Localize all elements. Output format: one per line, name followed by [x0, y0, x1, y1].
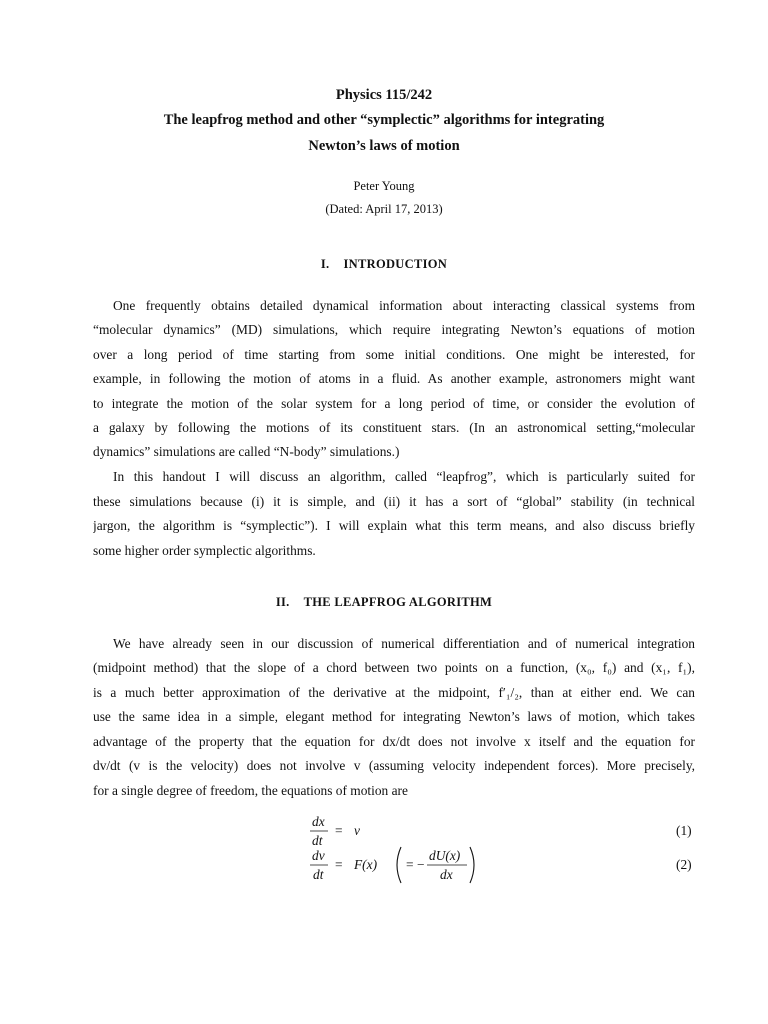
text-line: “molecular dynamics” (MD) simulations, which require integrating Newton’s equations of motion	[93, 322, 695, 337]
author: Peter Young	[353, 179, 415, 193]
text-line: use the same idea in a simple, elegant method for integrating Newton’s laws of motion, which takes	[93, 709, 695, 724]
equation-number-2: (2)	[676, 857, 692, 872]
text-line: over a long period of time starting from some initial conditions. One might be interested, for	[93, 347, 695, 362]
course-title: Physics 115/242	[335, 87, 433, 103]
section-title: THE LEAPFROG ALGORITHM	[303, 595, 493, 609]
section-number: II.	[275, 595, 290, 609]
equation-number-1: (1)	[676, 823, 692, 838]
text-line: We have already seen in our discussion of numerical differentiation and of numerical integration	[113, 636, 695, 651]
text-line: a galaxy by following the motions of its constituent stars. (In an astronomical setting,“molecular	[93, 420, 695, 435]
eq2-rhs: F(x)	[354, 857, 378, 872]
text-line: dv/dt (v is the velocity) does not involve v (assuming velocity independent forces). More precisely,	[93, 758, 695, 773]
eq1-lhs-denominator: dt	[312, 833, 323, 848]
eq2-paren-numerator: dU(x)	[429, 848, 461, 863]
eq1-lhs-numerator: dx	[312, 814, 325, 829]
eq2-left-paren	[397, 847, 401, 883]
section-title: INTRODUCTION	[343, 257, 448, 271]
eq2-lhs-denominator: dt	[313, 867, 324, 882]
dated: (Dated: April 17, 2013)	[325, 202, 443, 216]
eq2-paren-equals: = −	[406, 857, 425, 872]
text-line: In this handout I will discuss an algorithm, called “leapfrog”, which is particularly suited for	[113, 469, 695, 484]
eq1-rhs: v	[354, 823, 360, 838]
text-line: is a much better approximation of the derivative at the midpoint, f′₁/₂, than at either end. We can	[93, 685, 695, 700]
paper-title-line-1: The leapfrog method and other “symplectic” algorithms for integrating	[163, 112, 605, 128]
text-line: to integrate the motion of the solar system for a long period of time, or consider the evolution of	[93, 396, 695, 411]
text-line: One frequently obtains detailed dynamical information about interacting classical systems from	[113, 298, 695, 313]
paper-title-line-2: Newton’s laws of motion	[308, 138, 460, 154]
section-number: I.	[320, 257, 330, 271]
text-line: dynamics” simulations are called “N-body” simulations.)	[93, 444, 400, 459]
eq2-equals: =	[335, 857, 343, 872]
text-line: for a single degree of freedom, the equations of motion are	[93, 783, 408, 798]
eq2-lhs-numerator: dv	[312, 848, 325, 863]
text-line: (midpoint method) that the slope of a chord between two points on a function, (x₀, f₀) and (x₁, f₁),	[93, 660, 695, 675]
text-line: advantage of the property that the equation for dx/dt does not involve x itself and the equation for	[93, 734, 695, 749]
text-line: example, in following the motion of atoms in a fluid. As another example, astronomers might want	[93, 371, 695, 386]
text-line: jargon, the algorithm is “symplectic”). I will explain what this term means, and also discuss briefly	[93, 518, 695, 533]
text-line: some higher order symplectic algorithms.	[93, 543, 316, 558]
eq1-equals: =	[335, 823, 343, 838]
text-line: these simulations because (i) it is simple, and (ii) it has a sort of “global” stability (in technical	[93, 494, 695, 509]
eq2-right-paren	[470, 847, 474, 883]
eq2-paren-denominator: dx	[440, 867, 453, 882]
